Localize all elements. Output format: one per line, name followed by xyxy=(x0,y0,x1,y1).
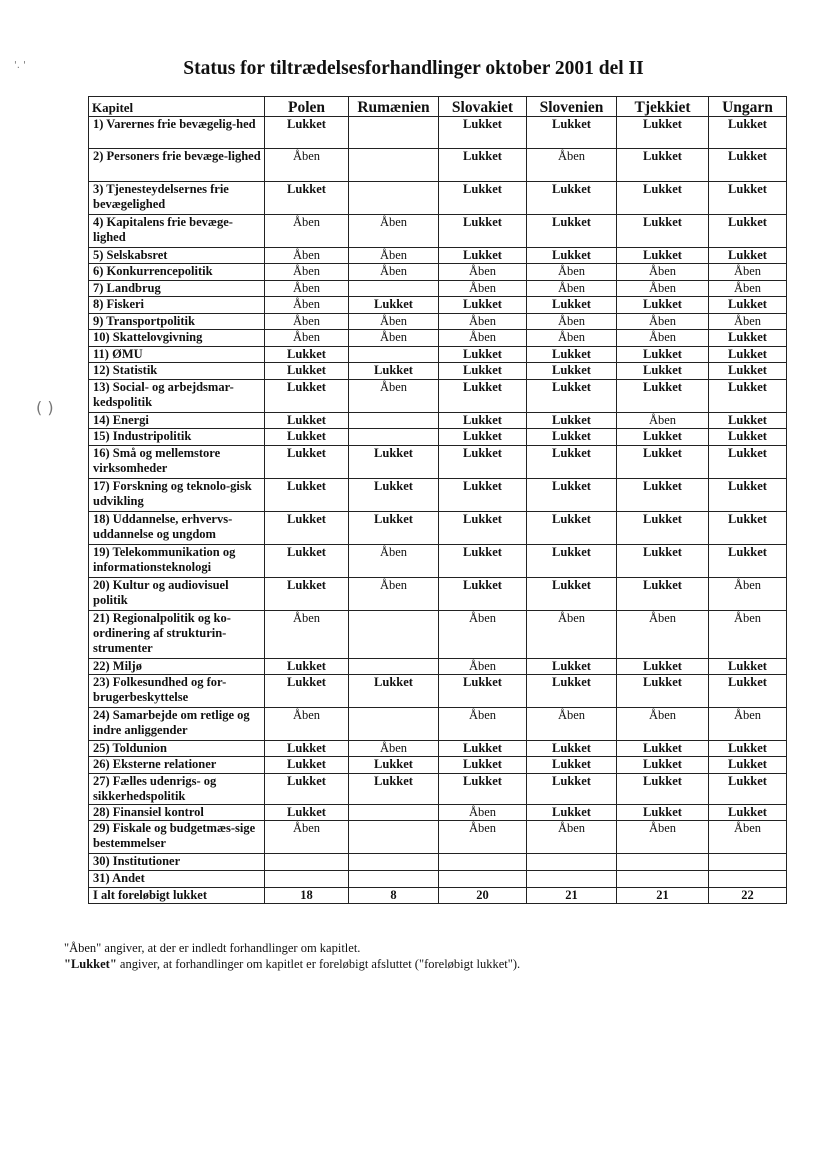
table-row xyxy=(89,347,787,363)
status-cell: Lukket xyxy=(709,215,787,248)
status-cell: Lukket xyxy=(527,248,617,264)
status-cell: Lukket xyxy=(527,413,617,429)
status-cell: Lukket xyxy=(265,380,349,413)
status-cell xyxy=(709,871,787,888)
chapter-label: 5) Selskabsret xyxy=(89,248,265,264)
status-cell: Åben xyxy=(439,708,527,741)
status-cell: Lukket xyxy=(709,512,787,545)
table-row xyxy=(89,314,787,330)
table-row xyxy=(89,363,787,380)
status-cell xyxy=(617,854,709,871)
status-cell: Lukket xyxy=(265,117,349,149)
status-cell: Lukket xyxy=(709,413,787,429)
status-cell xyxy=(349,611,439,659)
status-cell: Lukket xyxy=(265,741,349,757)
table-row xyxy=(89,215,787,248)
status-cell: Åben xyxy=(349,380,439,413)
status-cell xyxy=(349,805,439,821)
table-row xyxy=(89,281,787,297)
status-cell: Åben xyxy=(349,741,439,757)
status-cell: Lukket xyxy=(439,363,527,380)
status-cell: Lukket xyxy=(617,363,709,380)
status-cell: Åben xyxy=(439,264,527,281)
status-cell: Lukket xyxy=(709,149,787,182)
status-cell xyxy=(349,413,439,429)
status-cell: Åben xyxy=(349,578,439,611)
status-cell: Lukket xyxy=(617,149,709,182)
chapter-label: 14) Energi xyxy=(89,413,265,429)
status-cell: Åben xyxy=(265,215,349,248)
table-row xyxy=(89,675,787,708)
chapter-label: 30) Institutioner xyxy=(89,854,265,871)
table-row xyxy=(89,854,787,871)
status-cell: Åben xyxy=(265,708,349,741)
chapter-label: 23) Folkesundhed og for-brugerbeskyttelse xyxy=(89,675,265,708)
status-cell: Åben xyxy=(617,281,709,297)
status-cell: Åben xyxy=(709,821,787,854)
table-row xyxy=(89,413,787,429)
table-row xyxy=(89,380,787,413)
status-cell: Åben xyxy=(709,281,787,297)
status-cell xyxy=(349,281,439,297)
table-row xyxy=(89,248,787,264)
status-cell: Lukket xyxy=(439,479,527,512)
status-cell: Åben xyxy=(265,248,349,264)
page-title: Status for tiltrædelsesforhandlinger oktober 2001 del II xyxy=(183,58,644,79)
status-cell: Lukket xyxy=(349,774,439,805)
legend-aaben-term: "Åben" xyxy=(64,941,102,955)
status-cell: Lukket xyxy=(439,675,527,708)
total-value: 18 xyxy=(265,888,349,904)
table-row xyxy=(89,297,787,314)
chapter-label: 10) Skattelovgivning xyxy=(89,330,265,347)
status-cell: Åben xyxy=(349,264,439,281)
status-cell: Lukket xyxy=(617,117,709,149)
status-cell: Lukket xyxy=(439,446,527,479)
chapter-label: 6) Konkurrencepolitik xyxy=(89,264,265,281)
table-row xyxy=(89,149,787,182)
status-cell: Åben xyxy=(439,330,527,347)
status-cell: Lukket xyxy=(439,182,527,215)
status-cell: Åben xyxy=(439,821,527,854)
status-cell: Lukket xyxy=(709,545,787,578)
status-cell: Lukket xyxy=(527,182,617,215)
status-cell: Lukket xyxy=(265,512,349,545)
status-cell: Lukket xyxy=(527,347,617,363)
status-cell: Lukket xyxy=(439,429,527,446)
status-cell: Lukket xyxy=(617,380,709,413)
status-cell: Lukket xyxy=(527,805,617,821)
status-cell: Åben xyxy=(617,330,709,347)
status-cell: Åben xyxy=(617,708,709,741)
status-cell: Lukket xyxy=(709,248,787,264)
status-cell: Åben xyxy=(265,297,349,314)
header-country: Tjekkiet xyxy=(617,97,709,117)
chapter-label: 29) Fiskale og budgetmæs-sige bestemmelser xyxy=(89,821,265,854)
status-cell: Lukket xyxy=(439,512,527,545)
status-cell: Lukket xyxy=(349,479,439,512)
status-cell: Lukket xyxy=(617,675,709,708)
chapter-label: 7) Landbrug xyxy=(89,281,265,297)
status-cell xyxy=(349,871,439,888)
status-cell: Lukket xyxy=(709,805,787,821)
status-cell: Lukket xyxy=(709,757,787,774)
status-cell xyxy=(349,149,439,182)
status-cell xyxy=(265,871,349,888)
status-cell: Lukket xyxy=(709,675,787,708)
legend-lukket-term: "Lukket" xyxy=(64,957,117,971)
status-cell: Lukket xyxy=(265,429,349,446)
status-cell: Lukket xyxy=(349,512,439,545)
chapter-label: 12) Statistik xyxy=(89,363,265,380)
chapter-label: 4) Kapitalens frie bevæge-lighed xyxy=(89,215,265,248)
status-cell: Lukket xyxy=(439,117,527,149)
chapter-label: 20) Kultur og audiovisuel politik xyxy=(89,578,265,611)
header-country: Rumænien xyxy=(349,97,439,117)
status-cell: Lukket xyxy=(265,363,349,380)
legend-aaben xyxy=(64,940,520,956)
table-row xyxy=(89,429,787,446)
table-row xyxy=(89,330,787,347)
status-cell: Lukket xyxy=(527,363,617,380)
status-cell: Lukket xyxy=(709,117,787,149)
status-cell: Lukket xyxy=(527,545,617,578)
scan-mark-dot: '. ' xyxy=(14,60,26,71)
table-row xyxy=(89,805,787,821)
chapter-label: 19) Telekommunikation og informationsteknologi xyxy=(89,545,265,578)
status-cell: Lukket xyxy=(709,774,787,805)
status-cell: Lukket xyxy=(265,545,349,578)
status-cell: Lukket xyxy=(265,413,349,429)
status-cell xyxy=(349,708,439,741)
status-cell: Åben xyxy=(617,611,709,659)
table-row xyxy=(89,264,787,281)
status-cell: Lukket xyxy=(709,182,787,215)
status-cell: Lukket xyxy=(709,479,787,512)
table-row xyxy=(89,578,787,611)
status-cell: Lukket xyxy=(265,675,349,708)
status-cell: Åben xyxy=(265,314,349,330)
status-cell xyxy=(349,182,439,215)
status-cell: Lukket xyxy=(617,429,709,446)
status-cell: Lukket xyxy=(527,215,617,248)
status-cell: Lukket xyxy=(617,741,709,757)
status-cell: Lukket xyxy=(617,757,709,774)
status-cell: Åben xyxy=(349,248,439,264)
status-cell: Lukket xyxy=(349,757,439,774)
status-cell: Lukket xyxy=(709,659,787,675)
chapter-label: 9) Transportpolitik xyxy=(89,314,265,330)
status-cell: Lukket xyxy=(709,741,787,757)
status-cell: Lukket xyxy=(349,363,439,380)
status-cell: Lukket xyxy=(527,380,617,413)
status-cell: Lukket xyxy=(439,578,527,611)
chapter-label: 17) Forskning og teknolo-gisk udvikling xyxy=(89,479,265,512)
status-cell: Lukket xyxy=(265,757,349,774)
status-cell: Lukket xyxy=(349,297,439,314)
status-cell: Lukket xyxy=(527,429,617,446)
status-cell: Åben xyxy=(439,659,527,675)
status-cell: Åben xyxy=(265,149,349,182)
status-cell: Åben xyxy=(617,821,709,854)
status-cell xyxy=(527,854,617,871)
status-cell: Lukket xyxy=(709,429,787,446)
chapter-label: 24) Samarbejde om retlige og indre anliggender xyxy=(89,708,265,741)
status-cell: Lukket xyxy=(527,578,617,611)
status-cell: Åben xyxy=(265,611,349,659)
chapter-label: 21) Regionalpolitik og ko-ordinering af strukturin-strumenter xyxy=(89,611,265,659)
status-cell: Åben xyxy=(527,821,617,854)
status-cell: Lukket xyxy=(617,659,709,675)
status-cell: Lukket xyxy=(617,774,709,805)
status-cell: Lukket xyxy=(617,248,709,264)
status-cell: Åben xyxy=(617,264,709,281)
status-cell: Lukket xyxy=(617,446,709,479)
chapter-label: 18) Uddannelse, erhvervs-uddannelse og ungdom xyxy=(89,512,265,545)
status-cell: Lukket xyxy=(349,446,439,479)
status-cell: Lukket xyxy=(527,117,617,149)
chapter-label: 22) Miljø xyxy=(89,659,265,675)
table-header-row xyxy=(89,97,787,117)
status-cell: Lukket xyxy=(265,347,349,363)
status-cell: Lukket xyxy=(439,757,527,774)
status-cell: Åben xyxy=(265,821,349,854)
header-kapitel: Kapitel xyxy=(89,97,265,117)
status-cell: Lukket xyxy=(709,297,787,314)
status-cell: Lukket xyxy=(617,347,709,363)
total-label: I alt foreløbigt lukket xyxy=(89,888,265,904)
status-cell: Åben xyxy=(265,264,349,281)
status-cell xyxy=(349,854,439,871)
status-cell: Lukket xyxy=(439,413,527,429)
status-cell: Lukket xyxy=(439,297,527,314)
chapter-label: 25) Toldunion xyxy=(89,741,265,757)
status-cell: Åben xyxy=(709,708,787,741)
chapter-label: 28) Finansiel kontrol xyxy=(89,805,265,821)
status-cell: Lukket xyxy=(265,774,349,805)
header-country: Slovakiet xyxy=(439,97,527,117)
chapter-label: 2) Personers frie bevæge-lighed xyxy=(89,149,265,182)
status-cell: Åben xyxy=(439,281,527,297)
status-cell xyxy=(527,871,617,888)
status-cell: Lukket xyxy=(265,578,349,611)
table-row xyxy=(89,871,787,888)
status-cell: Åben xyxy=(709,264,787,281)
status-cell xyxy=(617,871,709,888)
status-cell: Lukket xyxy=(617,215,709,248)
table-row xyxy=(89,659,787,675)
status-cell xyxy=(439,871,527,888)
status-cell: Lukket xyxy=(527,297,617,314)
status-cell: Åben xyxy=(709,611,787,659)
status-cell: Lukket xyxy=(527,675,617,708)
status-cell: Åben xyxy=(527,708,617,741)
status-cell: Lukket xyxy=(617,479,709,512)
table-row xyxy=(89,774,787,805)
legend xyxy=(64,940,520,972)
total-value: 21 xyxy=(617,888,709,904)
table-row xyxy=(89,821,787,854)
status-cell: Åben xyxy=(349,215,439,248)
status-cell: Åben xyxy=(265,330,349,347)
chapter-label: 15) Industripolitik xyxy=(89,429,265,446)
chapter-label: 31) Andet xyxy=(89,871,265,888)
status-cell: Lukket xyxy=(709,446,787,479)
table-row xyxy=(89,182,787,215)
status-cell: Lukket xyxy=(265,659,349,675)
status-cell: Lukket xyxy=(439,380,527,413)
status-cell: Lukket xyxy=(439,774,527,805)
status-cell: Lukket xyxy=(265,182,349,215)
status-cell: Lukket xyxy=(527,774,617,805)
status-cell xyxy=(349,659,439,675)
status-cell: Åben xyxy=(527,314,617,330)
chapter-label: 8) Fiskeri xyxy=(89,297,265,314)
status-cell: Åben xyxy=(527,611,617,659)
status-cell: Lukket xyxy=(349,675,439,708)
table-row xyxy=(89,512,787,545)
header-country: Ungarn xyxy=(709,97,787,117)
status-cell: Lukket xyxy=(439,149,527,182)
status-cell: Lukket xyxy=(709,347,787,363)
status-cell: Lukket xyxy=(527,512,617,545)
table-row xyxy=(89,708,787,741)
status-cell xyxy=(349,429,439,446)
status-cell: Lukket xyxy=(617,297,709,314)
chapter-label: 11) ØMU xyxy=(89,347,265,363)
status-cell: Lukket xyxy=(527,479,617,512)
status-cell: Lukket xyxy=(439,545,527,578)
status-cell: Lukket xyxy=(439,215,527,248)
chapter-label: 26) Eksterne relationer xyxy=(89,757,265,774)
status-cell: Lukket xyxy=(265,446,349,479)
table-row xyxy=(89,611,787,659)
status-cell: Åben xyxy=(349,545,439,578)
status-cell: Lukket xyxy=(709,380,787,413)
status-cell: Åben xyxy=(527,264,617,281)
status-cell: Lukket xyxy=(265,805,349,821)
status-cell: Lukket xyxy=(527,659,617,675)
legend-lukket xyxy=(64,956,520,972)
total-row xyxy=(89,888,787,904)
total-value: 20 xyxy=(439,888,527,904)
legend-aaben-text: angiver, at der er indledt forhandlinger om kapitlet. xyxy=(101,941,361,955)
status-cell: Åben xyxy=(349,330,439,347)
status-cell: Lukket xyxy=(617,182,709,215)
status-cell: Lukket xyxy=(709,363,787,380)
table-row xyxy=(89,741,787,757)
status-cell: Åben xyxy=(709,314,787,330)
table-row xyxy=(89,117,787,149)
total-value: 21 xyxy=(527,888,617,904)
status-cell: Åben xyxy=(439,611,527,659)
status-cell: Lukket xyxy=(709,330,787,347)
status-cell: Lukket xyxy=(617,512,709,545)
status-cell: Åben xyxy=(349,314,439,330)
status-cell: Åben xyxy=(527,330,617,347)
status-cell: Lukket xyxy=(617,578,709,611)
status-cell: Åben xyxy=(527,149,617,182)
chapter-label: 13) Social- og arbejdsmar-kedspolitik xyxy=(89,380,265,413)
status-cell xyxy=(349,821,439,854)
table-row xyxy=(89,446,787,479)
table-row xyxy=(89,479,787,512)
chapter-label: 3) Tjenesteydelsernes frie bevægelighed xyxy=(89,182,265,215)
chapter-label: 27) Fælles udenrigs- og sikkerhedspolitik xyxy=(89,774,265,805)
legend-lukket-text: angiver, at forhandlinger om kapitlet er foreløbigt afsluttet ("foreløbigt lukket"). xyxy=(116,957,521,971)
status-cell: Lukket xyxy=(265,479,349,512)
table-row xyxy=(89,757,787,774)
total-value: 22 xyxy=(709,888,787,904)
total-value: 8 xyxy=(349,888,439,904)
status-cell xyxy=(349,117,439,149)
status-cell: Lukket xyxy=(439,741,527,757)
status-cell: Lukket xyxy=(527,757,617,774)
header-country: Slovenien xyxy=(527,97,617,117)
scan-mark-paren: ( ) xyxy=(36,398,54,417)
status-cell: Åben xyxy=(527,281,617,297)
status-cell: Lukket xyxy=(439,347,527,363)
status-table xyxy=(88,96,787,904)
table-row xyxy=(89,545,787,578)
header-country: Polen xyxy=(265,97,349,117)
status-cell: Åben xyxy=(709,578,787,611)
status-cell: Åben xyxy=(265,281,349,297)
status-cell: Lukket xyxy=(617,545,709,578)
status-cell: Lukket xyxy=(527,741,617,757)
status-cell: Lukket xyxy=(439,248,527,264)
status-cell: Åben xyxy=(617,314,709,330)
status-cell: Lukket xyxy=(617,805,709,821)
status-cell xyxy=(709,854,787,871)
status-cell: Åben xyxy=(439,314,527,330)
status-cell xyxy=(349,347,439,363)
status-cell xyxy=(265,854,349,871)
chapter-label: 16) Små og mellemstore virksomheder xyxy=(89,446,265,479)
status-cell xyxy=(439,854,527,871)
status-cell: Åben xyxy=(439,805,527,821)
status-cell: Lukket xyxy=(527,446,617,479)
chapter-label: 1) Varernes frie bevægelig-hed xyxy=(89,117,265,149)
status-cell: Åben xyxy=(617,413,709,429)
